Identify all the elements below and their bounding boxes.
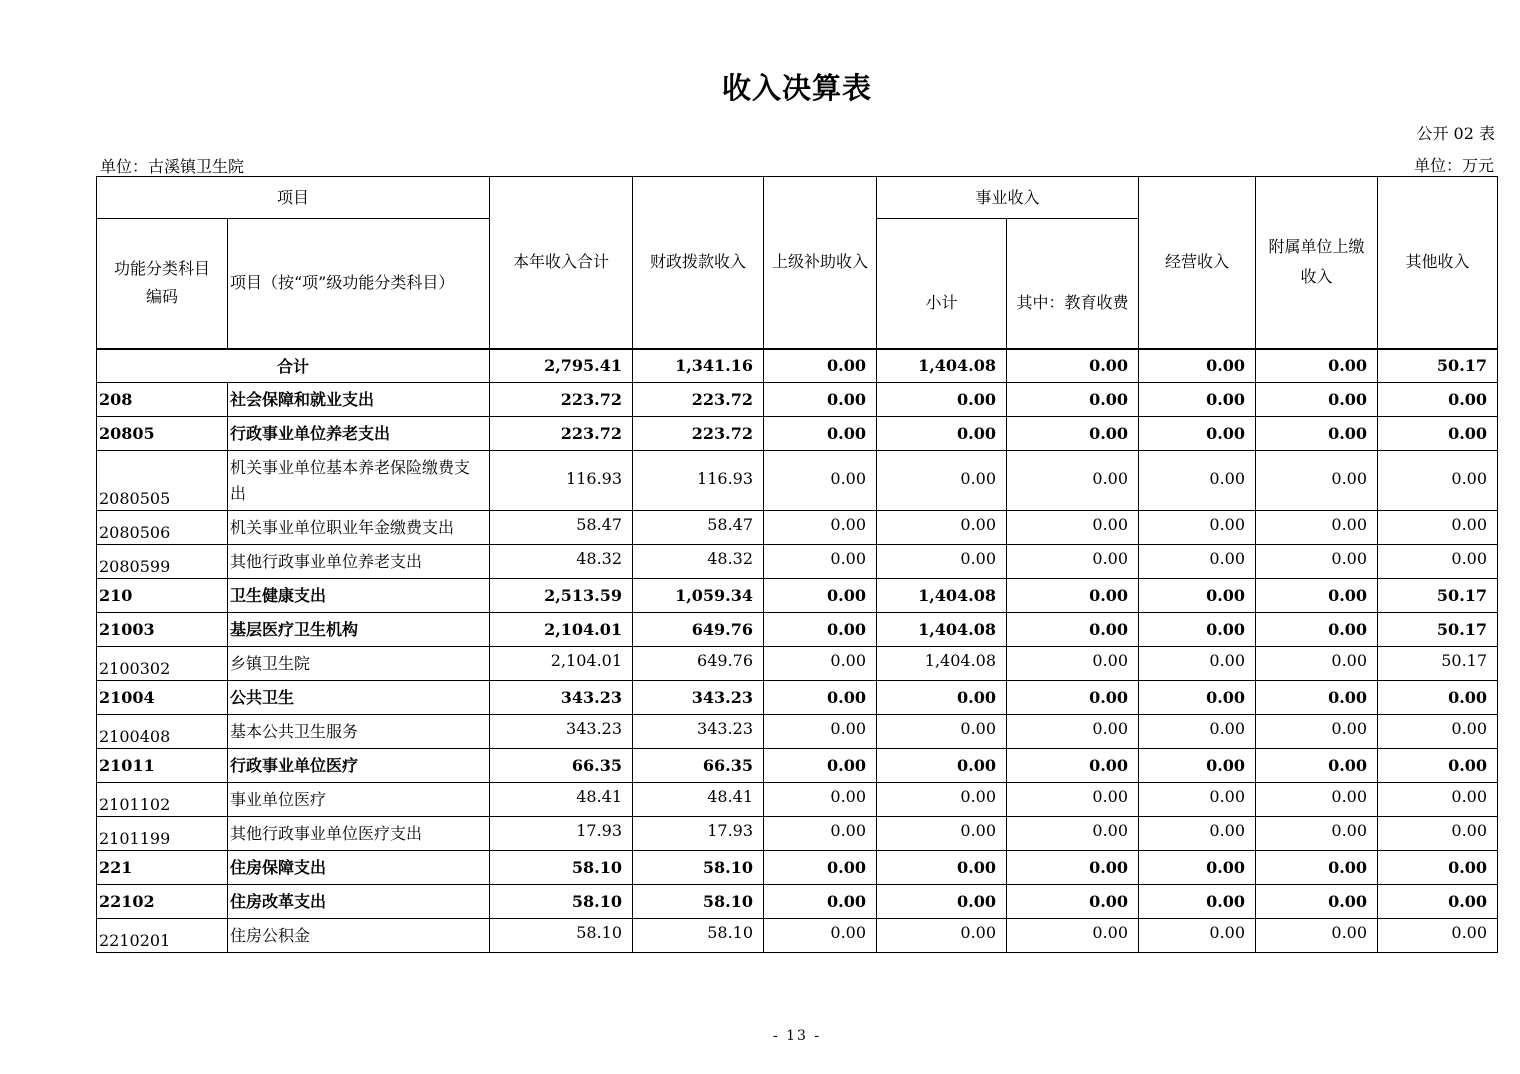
row-value: 0.00	[1256, 817, 1378, 851]
row-value: 0.00	[764, 885, 877, 919]
row-value: 0.00	[1256, 647, 1378, 681]
row-name: 公共卫生	[228, 681, 490, 715]
row-name: 事业单位医疗	[228, 783, 490, 817]
row-value: 0.00	[877, 715, 1007, 749]
row-value: 0.00	[1256, 383, 1378, 417]
row-value: 0.00	[764, 383, 877, 417]
row-value: 58.10	[490, 851, 633, 885]
row-value: 0.00	[764, 851, 877, 885]
row-code: 208	[97, 383, 228, 417]
row-name: 机关事业单位基本养老保险缴费支出	[228, 451, 490, 511]
row-value: 0.00	[764, 681, 877, 715]
row-value: 0.00	[877, 383, 1007, 417]
row-value: 0.00	[1139, 511, 1256, 545]
total-cell: 0.00	[1139, 349, 1256, 383]
row-value: 50.17	[1378, 647, 1498, 681]
table-row	[97, 417, 1498, 451]
header-affiliated: 附属单位上缴收入	[1256, 177, 1378, 349]
table-row	[97, 647, 1498, 681]
table-row	[97, 383, 1498, 417]
row-value: 0.00	[1378, 383, 1498, 417]
table-row	[97, 749, 1498, 783]
total-cell: 0.00	[1007, 349, 1139, 383]
row-value: 0.00	[1139, 715, 1256, 749]
row-value: 0.00	[1256, 511, 1378, 545]
row-value: 0.00	[1007, 919, 1139, 953]
row-value: 0.00	[1139, 383, 1256, 417]
row-value: 0.00	[764, 417, 877, 451]
row-value: 0.00	[1139, 579, 1256, 613]
row-value: 0.00	[1256, 417, 1378, 451]
row-value: 0.00	[764, 817, 877, 851]
table-row	[97, 885, 1498, 919]
row-name: 基层医疗卫生机构	[228, 613, 490, 647]
row-code: 22102	[97, 885, 228, 919]
row-value: 1,059.34	[633, 579, 764, 613]
row-value: 0.00	[1139, 783, 1256, 817]
table-row	[97, 817, 1498, 851]
row-value: 0.00	[1139, 681, 1256, 715]
row-value: 58.10	[633, 851, 764, 885]
row-value: 0.00	[1139, 647, 1256, 681]
row-value: 0.00	[1007, 579, 1139, 613]
row-value: 0.00	[1256, 749, 1378, 783]
row-value: 48.32	[490, 545, 633, 579]
row-value: 0.00	[1139, 749, 1256, 783]
row-code: 2080599	[97, 545, 228, 579]
row-value: 0.00	[1139, 919, 1256, 953]
row-value: 1,404.08	[877, 647, 1007, 681]
row-value: 0.00	[877, 511, 1007, 545]
row-value: 0.00	[1378, 885, 1498, 919]
row-value: 0.00	[1007, 885, 1139, 919]
header-operating: 经营收入	[1139, 177, 1256, 349]
row-code: 21003	[97, 613, 228, 647]
row-value: 0.00	[877, 451, 1007, 511]
row-value: 0.00	[1378, 851, 1498, 885]
row-value: 0.00	[877, 885, 1007, 919]
row-name: 社会保障和就业支出	[228, 383, 490, 417]
row-code: 2101102	[97, 783, 228, 817]
table-row	[97, 851, 1498, 885]
header-edu: 其中：教育收费	[1007, 219, 1139, 349]
row-value: 17.93	[490, 817, 633, 851]
header-fiscal: 财政拨款收入	[633, 177, 764, 349]
row-value: 58.10	[490, 919, 633, 953]
table-row	[97, 451, 1498, 511]
row-value: 649.76	[633, 613, 764, 647]
row-value: 0.00	[1256, 613, 1378, 647]
row-code: 21004	[97, 681, 228, 715]
row-value: 48.41	[490, 783, 633, 817]
row-value: 2,104.01	[490, 647, 633, 681]
row-value: 0.00	[1007, 613, 1139, 647]
total-row	[97, 349, 1498, 383]
row-value: 0.00	[1007, 511, 1139, 545]
row-value: 0.00	[764, 647, 877, 681]
row-value: 0.00	[764, 451, 877, 511]
row-value: 0.00	[1378, 919, 1498, 953]
row-value: 0.00	[764, 511, 877, 545]
row-name: 其他行政事业单位养老支出	[228, 545, 490, 579]
row-value: 0.00	[1256, 681, 1378, 715]
header-subtotal: 小计	[877, 219, 1007, 349]
row-value: 343.23	[633, 681, 764, 715]
row-value: 0.00	[1378, 545, 1498, 579]
row-value: 0.00	[1007, 817, 1139, 851]
row-value: 17.93	[633, 817, 764, 851]
row-value: 223.72	[633, 383, 764, 417]
table-row	[97, 545, 1498, 579]
row-value: 0.00	[1007, 851, 1139, 885]
row-name: 机关事业单位职业年金缴费支出	[228, 511, 490, 545]
row-value: 0.00	[1378, 451, 1498, 511]
row-value: 343.23	[490, 681, 633, 715]
row-code: 2080506	[97, 511, 228, 545]
row-value: 223.72	[633, 417, 764, 451]
row-value: 0.00	[877, 919, 1007, 953]
row-value: 0.00	[1007, 681, 1139, 715]
row-value: 2,104.01	[490, 613, 633, 647]
row-name: 行政事业单位养老支出	[228, 417, 490, 451]
row-name: 乡镇卫生院	[228, 647, 490, 681]
income-table	[96, 176, 1498, 953]
row-value: 58.10	[633, 885, 764, 919]
row-code: 21011	[97, 749, 228, 783]
row-code: 2100302	[97, 647, 228, 681]
total-cell: 50.17	[1378, 349, 1498, 383]
table-row	[97, 613, 1498, 647]
row-name: 住房改革支出	[228, 885, 490, 919]
row-value: 1,404.08	[877, 579, 1007, 613]
row-value: 0.00	[1256, 451, 1378, 511]
row-value: 0.00	[764, 783, 877, 817]
row-value: 66.35	[633, 749, 764, 783]
row-code: 2080505	[97, 451, 228, 511]
row-value: 0.00	[1378, 681, 1498, 715]
row-value: 0.00	[1378, 783, 1498, 817]
row-value: 0.00	[1139, 545, 1256, 579]
row-value: 0.00	[877, 545, 1007, 579]
row-value: 0.00	[1139, 613, 1256, 647]
row-value: 0.00	[764, 579, 877, 613]
row-value: 0.00	[764, 749, 877, 783]
form-number: 公开 02 表	[1416, 124, 1495, 143]
row-code: 221	[97, 851, 228, 885]
row-value: 0.00	[1139, 885, 1256, 919]
header-item: 项目	[97, 177, 490, 219]
row-value: 0.00	[877, 749, 1007, 783]
table-row	[97, 579, 1498, 613]
row-code: 20805	[97, 417, 228, 451]
header-code: 功能分类科目编码	[97, 219, 228, 349]
header-total: 本年收入合计	[490, 177, 633, 349]
row-value: 0.00	[1007, 545, 1139, 579]
row-value: 0.00	[877, 783, 1007, 817]
row-code: 2100408	[97, 715, 228, 749]
row-value: 116.93	[490, 451, 633, 511]
total-label: 合计	[97, 349, 490, 383]
row-value: 48.32	[633, 545, 764, 579]
row-value: 0.00	[1256, 545, 1378, 579]
row-value: 343.23	[633, 715, 764, 749]
row-value: 0.00	[1256, 579, 1378, 613]
row-value: 0.00	[1007, 715, 1139, 749]
row-value: 0.00	[1007, 417, 1139, 451]
row-name: 卫生健康支出	[228, 579, 490, 613]
row-value: 649.76	[633, 647, 764, 681]
total-cell: 0.00	[1256, 349, 1378, 383]
row-value: 0.00	[764, 545, 877, 579]
unit-organization: 单位：古溪镇卫生院	[100, 157, 245, 176]
row-value: 0.00	[1139, 851, 1256, 885]
row-value: 58.10	[490, 885, 633, 919]
page-title: 收入决算表	[721, 71, 872, 105]
row-value: 58.47	[633, 511, 764, 545]
total-cell: 1,404.08	[877, 349, 1007, 383]
row-value: 50.17	[1378, 579, 1498, 613]
row-value: 0.00	[1378, 417, 1498, 451]
row-value: 66.35	[490, 749, 633, 783]
row-value: 58.47	[490, 511, 633, 545]
unit-currency: 单位：万元	[1413, 156, 1494, 175]
row-code: 2101199	[97, 817, 228, 851]
table-row	[97, 715, 1498, 749]
row-value: 0.00	[764, 919, 877, 953]
row-value: 0.00	[1007, 383, 1139, 417]
total-cell: 0.00	[764, 349, 877, 383]
row-value: 0.00	[1256, 885, 1378, 919]
total-cell: 1,341.16	[633, 349, 764, 383]
table-row	[97, 681, 1498, 715]
total-cell: 2,795.41	[490, 349, 633, 383]
row-value: 0.00	[764, 715, 877, 749]
header-superior: 上级补助收入	[764, 177, 877, 349]
row-name: 住房保障支出	[228, 851, 490, 885]
row-value: 0.00	[1256, 783, 1378, 817]
row-value: 0.00	[1378, 715, 1498, 749]
row-name: 行政事业单位医疗	[228, 749, 490, 783]
row-value: 2,513.59	[490, 579, 633, 613]
header-business: 事业收入	[877, 177, 1139, 219]
row-value: 0.00	[1139, 451, 1256, 511]
row-value: 0.00	[1378, 511, 1498, 545]
table-row	[97, 783, 1498, 817]
row-value: 0.00	[1007, 647, 1139, 681]
row-code: 210	[97, 579, 228, 613]
table-row	[97, 919, 1498, 953]
page-number: - 13 -	[772, 1028, 822, 1044]
row-value: 223.72	[490, 383, 633, 417]
row-value: 1,404.08	[877, 613, 1007, 647]
row-value: 0.00	[1007, 783, 1139, 817]
row-value: 0.00	[1007, 451, 1139, 511]
row-value: 0.00	[877, 817, 1007, 851]
row-value: 0.00	[1007, 749, 1139, 783]
header-name: 项目（按“项”级功能分类科目）	[228, 219, 490, 349]
row-value: 0.00	[1256, 919, 1378, 953]
row-value: 0.00	[764, 613, 877, 647]
row-value: 116.93	[633, 451, 764, 511]
row-value: 223.72	[490, 417, 633, 451]
row-value: 0.00	[1139, 417, 1256, 451]
row-value: 0.00	[1378, 817, 1498, 851]
row-value: 0.00	[1378, 749, 1498, 783]
row-name: 其他行政事业单位医疗支出	[228, 817, 490, 851]
row-value: 0.00	[1139, 817, 1256, 851]
table-row	[97, 511, 1498, 545]
row-name: 基本公共卫生服务	[228, 715, 490, 749]
row-value: 0.00	[1256, 715, 1378, 749]
row-value: 58.10	[633, 919, 764, 953]
row-value: 0.00	[877, 417, 1007, 451]
row-value: 0.00	[877, 851, 1007, 885]
row-code: 2210201	[97, 919, 228, 953]
row-value: 50.17	[1378, 613, 1498, 647]
row-value: 0.00	[1256, 851, 1378, 885]
row-value: 0.00	[877, 681, 1007, 715]
row-value: 48.41	[633, 783, 764, 817]
row-value: 343.23	[490, 715, 633, 749]
row-name: 住房公积金	[228, 919, 490, 953]
header-other: 其他收入	[1378, 177, 1498, 349]
table-body	[97, 349, 1498, 953]
